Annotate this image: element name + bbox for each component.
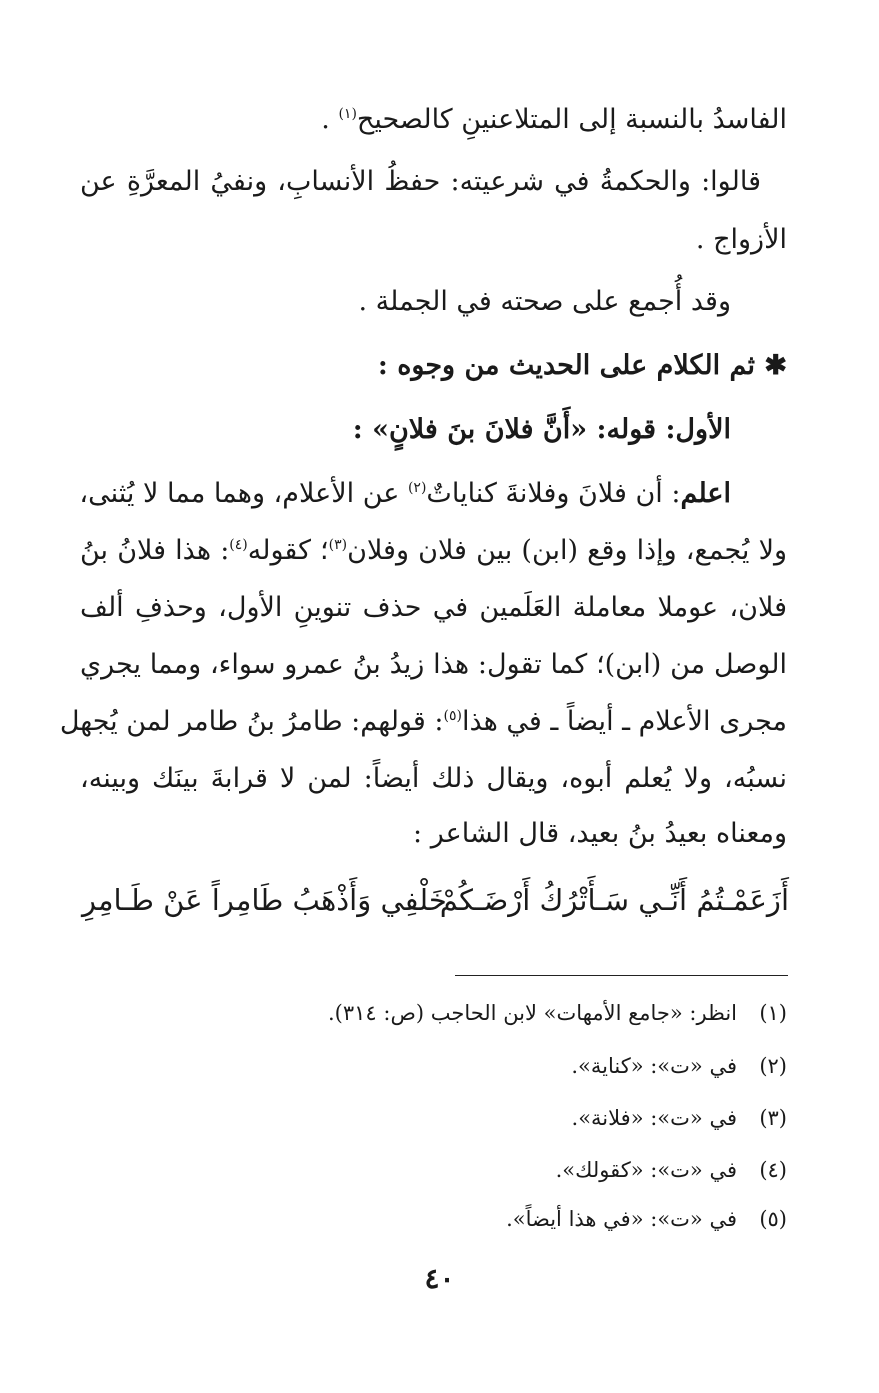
verse-text: أَزَعَمْـتُمُ أَنِّـي سَـأَتْرُكُ أَرْضَـكُمْ bbox=[439, 883, 789, 917]
verse-text: خَلْفِي وَأَذْهَبُ طَامِراً عَنْ طَـامِرِ bbox=[82, 883, 447, 917]
footnote-text: في «ت»: «فلانة». bbox=[571, 1106, 737, 1130]
footnote-number: (٥) bbox=[759, 1207, 787, 1231]
text-line bbox=[80, 588, 787, 628]
footnote-ref: (٣) bbox=[328, 537, 348, 553]
text-segment: عن الأعلام، وهما مما لا يُثنى، bbox=[79, 478, 408, 509]
text-line bbox=[80, 814, 787, 854]
page-number: ٤٠ bbox=[424, 1262, 455, 1295]
footnote bbox=[556, 1155, 787, 1185]
footnote-ref: (٥) bbox=[443, 708, 462, 724]
verse-second-hemistich bbox=[82, 878, 447, 922]
text-segment: وقد أُجمع على صحته في الجملة . bbox=[358, 286, 731, 317]
footnote-number: (٣) bbox=[759, 1106, 787, 1130]
text-segment: الأزواج . bbox=[695, 224, 787, 255]
text-segment: مجرى الأعلام ـ أيضاً ـ في هذا bbox=[461, 706, 787, 737]
footnote-number: (١) bbox=[759, 1001, 787, 1025]
footnote-text: انظر: «جامع الأمهات» لابن الحاجب (ص: ٣١٤). bbox=[328, 1001, 737, 1025]
text-line bbox=[80, 100, 787, 140]
text-segment: ومعناه بعيدُ بنُ بعيد، قال الشاعر : bbox=[413, 818, 787, 849]
footnote bbox=[506, 1204, 787, 1234]
text-segment: : هذا فلانُ بنُ bbox=[80, 535, 230, 566]
text-segment: نسبُه، ولا يُعلم أبوه، ويقال ذلك أيضاً: لمن لا قرابةَ بينَك وبينه، bbox=[80, 763, 787, 794]
text-line bbox=[59, 702, 787, 742]
text-segment: فلان، عوملا معاملة العَلَمين في حذف تنوينِ الأول، وحذفِ ألف bbox=[80, 592, 787, 623]
footnote bbox=[571, 1051, 787, 1081]
text-segment: قالوا: والحكمةُ في شرعيته: حفظُ الأنسابِ، ونفيُ المعرَّةِ عن bbox=[80, 166, 761, 197]
text-segment: : قولهم: طامرُ بنُ طامر لمن يُجهل bbox=[59, 706, 444, 737]
text-line bbox=[80, 759, 787, 799]
text-segment: : أن فلانَ وفلانةَ كناياتٌ bbox=[426, 478, 681, 509]
footnote-separator bbox=[455, 975, 788, 976]
footnote bbox=[328, 998, 787, 1028]
text-segment: ؛ كقوله bbox=[247, 535, 329, 566]
footnote-text: في «ت»: «كناية». bbox=[571, 1054, 737, 1078]
text-line bbox=[80, 531, 787, 571]
text-line bbox=[80, 645, 787, 685]
text-line bbox=[80, 474, 731, 514]
footnote bbox=[572, 1103, 787, 1133]
text-segment: الوصل من (ابن)؛ كما تقول: هذا زيدُ بنُ عمرو سواء، ومما يجري bbox=[80, 649, 787, 680]
section-subheading bbox=[80, 410, 731, 450]
text-segment: ولا يُجمع، وإذا وقع (ابن) بين فلان وفلان bbox=[347, 535, 788, 566]
footnote-text: في «ت»: «في هذا أيضاً». bbox=[506, 1207, 737, 1231]
text-line bbox=[80, 282, 731, 322]
section-heading bbox=[80, 346, 787, 386]
text-segment: الفاسدُ بالنسبة إلى المتلاعنينِ كالصحيح bbox=[356, 104, 787, 135]
footnote-text: في «ت»: «كقولك». bbox=[555, 1158, 737, 1182]
footnote-number: (٤) bbox=[759, 1158, 787, 1182]
footnote-ref: (٢) bbox=[407, 480, 427, 496]
text-line bbox=[80, 220, 787, 260]
footnote-number: (٢) bbox=[759, 1054, 787, 1078]
heading-text: ✱ ثم الكلام على الحديث من وجوه : bbox=[377, 350, 787, 381]
verse-first-hemistich bbox=[440, 878, 789, 922]
text-line bbox=[80, 162, 761, 202]
text-segment: . bbox=[321, 104, 339, 135]
footnote-ref: (١) bbox=[338, 106, 357, 122]
footnote-ref: (٤) bbox=[229, 537, 248, 553]
heading-text: الأول: قوله: «أَنَّ فلانَ بنَ فلانٍ» : bbox=[352, 414, 731, 445]
text-segment: اعلم bbox=[680, 478, 731, 509]
